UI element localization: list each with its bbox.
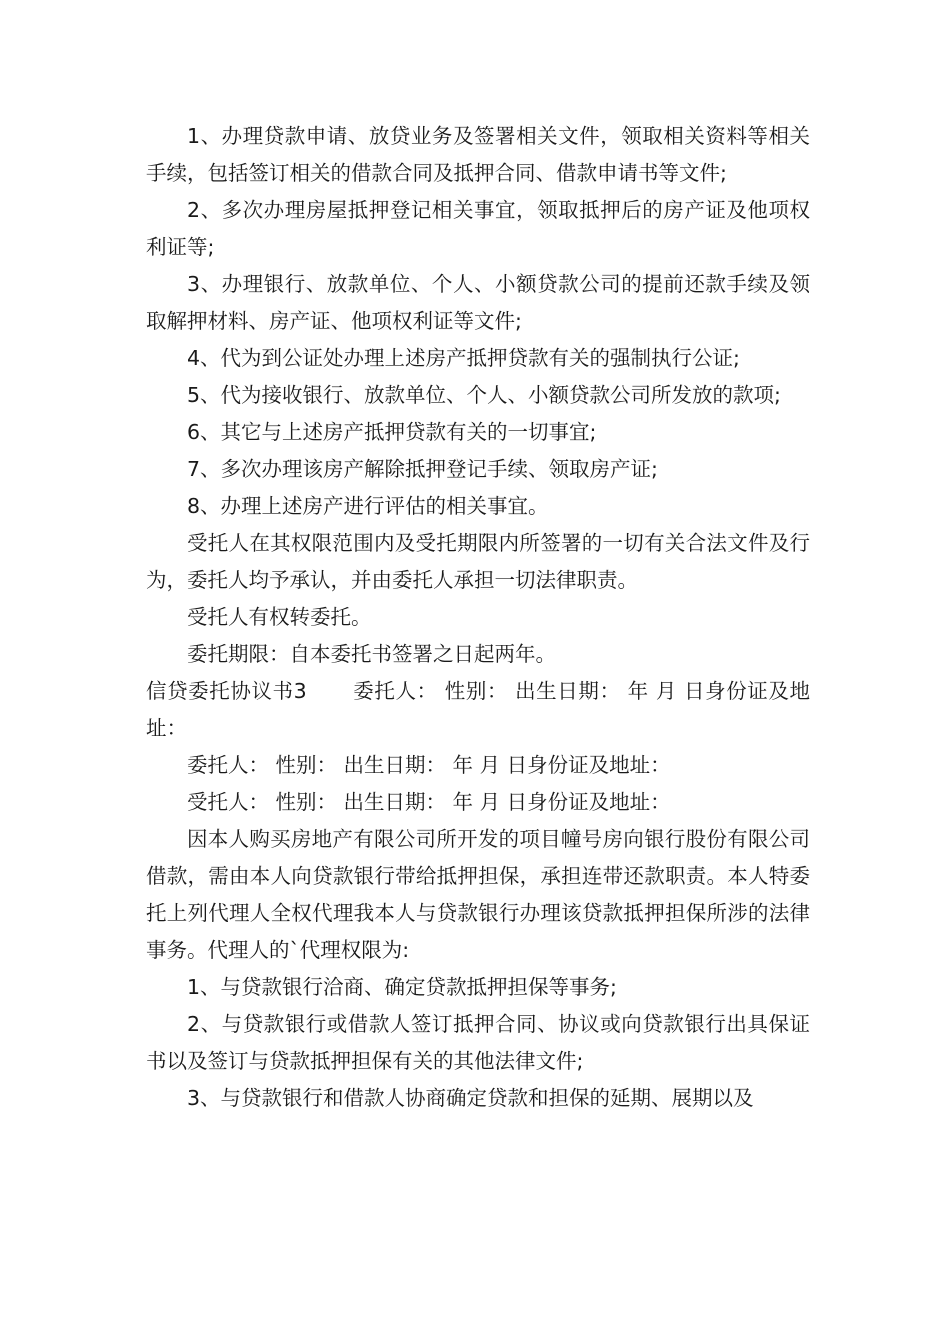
- list-item: 8、办理上述房产进行评估的相关事宜。: [187, 494, 549, 518]
- list-item: 1、办理贷款申请、放贷业务及签署相关文件，领取相关资料等相关手续，包括签订相关的借款合同及抵押合同、借款申请书等文件;: [146, 124, 810, 185]
- list-item: 2、与贷款银行或借款人签订抵押合同、协议或向贷款银行出具保证书以及签订与贷款抵押担保有关的其他法律文件;: [146, 1012, 810, 1073]
- list-item: 4、代为到公证处办理上述房产抵押贷款有关的强制执行公证;: [187, 346, 740, 370]
- document-body: [146, 118, 810, 1117]
- subdelegation-paragraph: 受托人有权转委托。: [187, 605, 372, 629]
- list-item: 1、与贷款银行洽商、确定贷款抵押担保等事务;: [187, 975, 617, 999]
- list-item: 3、与贷款银行和借款人协商确定贷款和担保的延期、展期以及: [187, 1086, 754, 1110]
- list-item: 5、代为接收银行、放款单位、个人、小额贷款公司所发放的款项;: [187, 383, 781, 407]
- list-item: 6、其它与上述房产抵押贷款有关的一切事宜;: [187, 420, 597, 444]
- acknowledgement-paragraph: 受托人在其权限范围内及受托期限内所签署的一切有关合法文件及行为，委托人均予承认，并由委托人承担一切法律职责。: [146, 531, 810, 592]
- agreement-heading-line: [146, 673, 810, 747]
- list-item: 3、办理银行、放款单位、个人、小额贷款公司的提前还款手续及领取解押材料、房产证、他项权利证等文件;: [146, 272, 810, 333]
- term-paragraph: 委托期限：自本委托书签署之日起两年。: [187, 642, 556, 666]
- heading-principal-info: 委托人： 性别： 出生日期： 年 月 日身份证及地址：: [146, 679, 810, 740]
- agreement-title: 信贷委托协议书3: [146, 679, 307, 703]
- body-paragraph: 因本人购买房地产有限公司所开发的项目幢号房向银行股份有限公司借款，需由本人向贷款银行带给抵押担保，承担连带还款职责。本人特委托上列代理人全权代理我本人与贷款银行办理该贷款抵押担保所涉的法律事务。代理人的`代理权限为:: [146, 827, 810, 962]
- list-item: 2、多次办理房屋抵押登记相关事宜，领取抵押后的房产证及他项权利证等;: [146, 198, 810, 259]
- agent-info-line: 受托人： 性别： 出生日期： 年 月 日身份证及地址：: [187, 790, 671, 814]
- principal-info-line: 委托人： 性别： 出生日期： 年 月 日身份证及地址：: [187, 753, 671, 777]
- list-item: 7、多次办理该房产解除抵押登记手续、领取房产证;: [187, 457, 658, 481]
